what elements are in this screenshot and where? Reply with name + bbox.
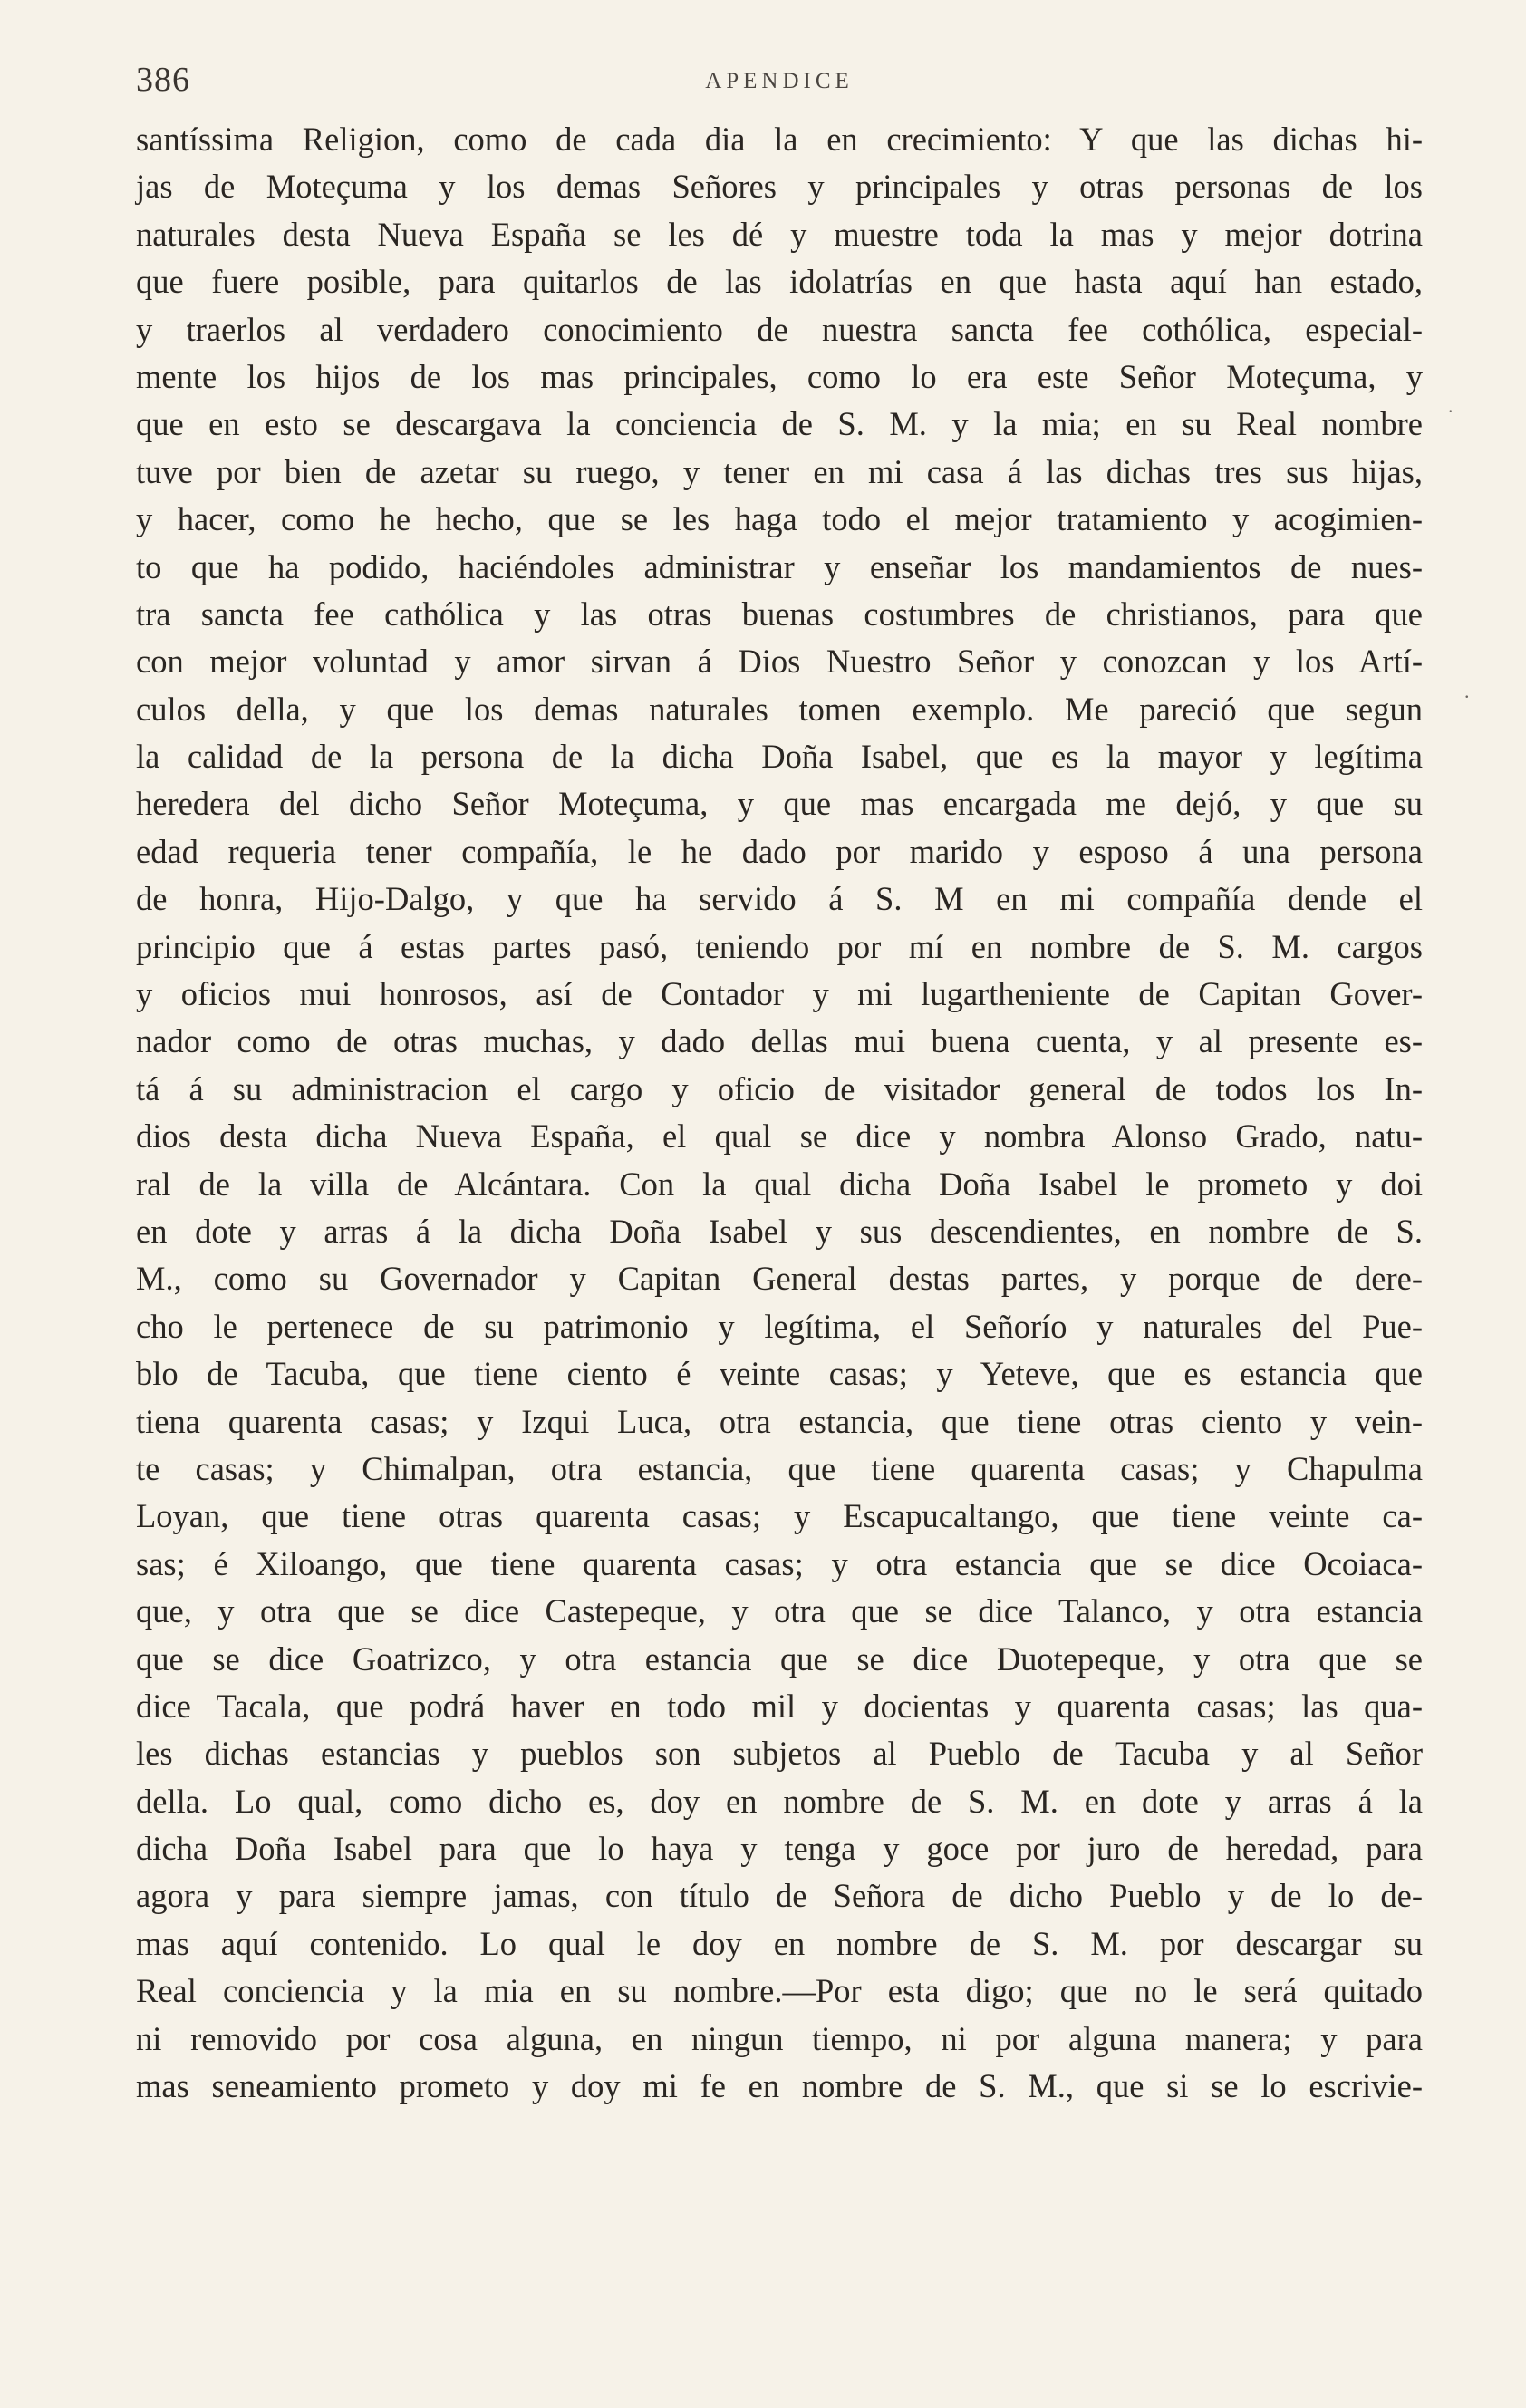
text-line: to que ha podido, haciéndoles administrar y enseñar los mandamientos de nues- [136, 547, 1423, 585]
text-line: y traerlos al verdadero conocimiento de nuestra sancta fee cothólica, especial- [136, 310, 1423, 348]
text-line: edad requeria tener compañía, le he dado por marido y esposo á una persona [136, 832, 1423, 870]
text-line: mente los hijos de los mas principales, como lo era este Señor Moteçuma, y [136, 357, 1423, 395]
text-line: ral de la villa de Alcántara. Con la qual dicha Doña Isabel le prometo y doi [136, 1165, 1423, 1203]
page-number: 386 [136, 61, 190, 99]
text-line: que fuere posible, para quitarlos de las idolatrías en que hasta aquí han estado, [136, 263, 1423, 301]
text-line: santíssima Religion, como de cada dia la en crecimiento: Y que las dichas hi- [136, 121, 1423, 158]
text-line: sas; é Xiloango, que tiene quarenta casas; y otra estancia que se dice Ocoiaca- [136, 1544, 1423, 1582]
text-line: mas seneamiento prometo y doy mi fe en nombre de S. M., que si se lo escrivie- [136, 2067, 1423, 2105]
text-line: les dichas estancias y pueblos son subjetos al Pueblo de Tacuba y al Señor [136, 1735, 1423, 1773]
text-line: nador como de otras muchas, y dado dellas mui buena cuenta, y al presente es- [136, 1022, 1423, 1060]
margin-mark: . [1448, 394, 1454, 417]
margin-mark: . [1464, 680, 1470, 702]
text-line: que, y otra que se dice Castepeque, y otra que se dice Talanco, y otra estancia [136, 1592, 1423, 1630]
text-line: que se dice Goatrizco, y otra estancia que se dice Duotepeque, y otra que se [136, 1639, 1423, 1678]
text-line: con mejor voluntad y amor sirvan á Dios Nuestro Señor y conozcan y los Artí- [136, 643, 1423, 681]
text-line: principio que á estas partes pasó, teniendo por mí en nombre de S. M. cargos [136, 927, 1423, 965]
text-line: culos della, y que los demas naturales tomen exemplo. Me pareció que segun [136, 690, 1423, 728]
text-line: heredera del dicho Señor Moteçuma, y que mas encargada me dejó, y que su [136, 785, 1423, 823]
text-line: te casas; y Chimalpan, otra estancia, que tiene quarenta casas; y Chapulma [136, 1449, 1423, 1487]
text-line: tuve por bien de azetar su ruego, y tener en mi casa á las dichas tres sus hijas, [136, 452, 1423, 490]
running-head: APENDICE [705, 69, 854, 93]
text-line: ni removido por cosa alguna, en ningun tiempo, ni por alguna manera; y para [136, 2019, 1423, 2057]
text-line: dios desta dicha Nueva España, el qual se dice y nombra Alonso Grado, natu- [136, 1117, 1423, 1156]
text-line: la calidad de la persona de la dicha Doña Isabel, que es la mayor y legítima [136, 738, 1423, 776]
page-header [136, 60, 1423, 105]
text-line: jas de Moteçuma y los demas Señores y principales y otras personas de los [136, 168, 1423, 206]
text-line: della. Lo qual, como dicho es, doy en nombre de S. M. en dote y arras á la [136, 1782, 1423, 1820]
text-line: de honra, Hijo-Dalgo, y que ha servido á S. M en mi compañía dende el [136, 880, 1423, 918]
text-line: dicha Doña Isabel para que lo haya y tenga y goce por juro de heredad, para [136, 1830, 1423, 1868]
text-line: Loyan, que tiene otras quarenta casas; y Escapucaltango, que tiene veinte ca- [136, 1497, 1423, 1535]
text-line: mas aquí contenido. Lo qual le doy en nombre de S. M. por descargar su [136, 1924, 1423, 1962]
body-text [136, 116, 1423, 2110]
text-line: dice Tacala, que podrá haver en todo mil y docientas y quarenta casas; las qua- [136, 1687, 1423, 1725]
text-line: cho le pertenece de su patrimonio y legítima, el Señorío y naturales del Pue- [136, 1307, 1423, 1345]
text-line: tiena quarenta casas; y Izqui Luca, otra estancia, que tiene otras ciento y vein- [136, 1402, 1423, 1440]
text-line: naturales desta Nueva España se les dé y muestre toda la mas y mejor dotrina [136, 215, 1423, 253]
text-line: y oficios mui honrosos, así de Contador y mi lugartheniente de Capitan Gover- [136, 975, 1423, 1013]
text-line: tá á su administracion el cargo y oficio de visitador general de todos los In- [136, 1069, 1423, 1107]
text-line: que en esto se descargava la conciencia de S. M. y la mia; en su Real nombre [136, 405, 1423, 443]
text-line: agora y para siempre jamas, con título de Señora de dicho Pueblo y de lo de- [136, 1877, 1423, 1915]
text-line: y hacer, como he hecho, que se les haga todo el mejor tratamiento y acogimien- [136, 500, 1423, 538]
text-line: Real conciencia y la mia en su nombre.—Por esta digo; que no le será quitado [136, 1972, 1423, 2010]
text-line: blo de Tacuba, que tiene ciento é veinte casas; y Yeteve, que es estancia que [136, 1355, 1423, 1393]
text-line: en dote y arras á la dicha Doña Isabel y sus descendientes, en nombre de S. [136, 1212, 1423, 1250]
text-line: tra sancta fee cathólica y las otras buenas costumbres de christianos, para que [136, 595, 1423, 633]
text-line: M., como su Governador y Capitan General destas partes, y porque de dere- [136, 1260, 1423, 1298]
